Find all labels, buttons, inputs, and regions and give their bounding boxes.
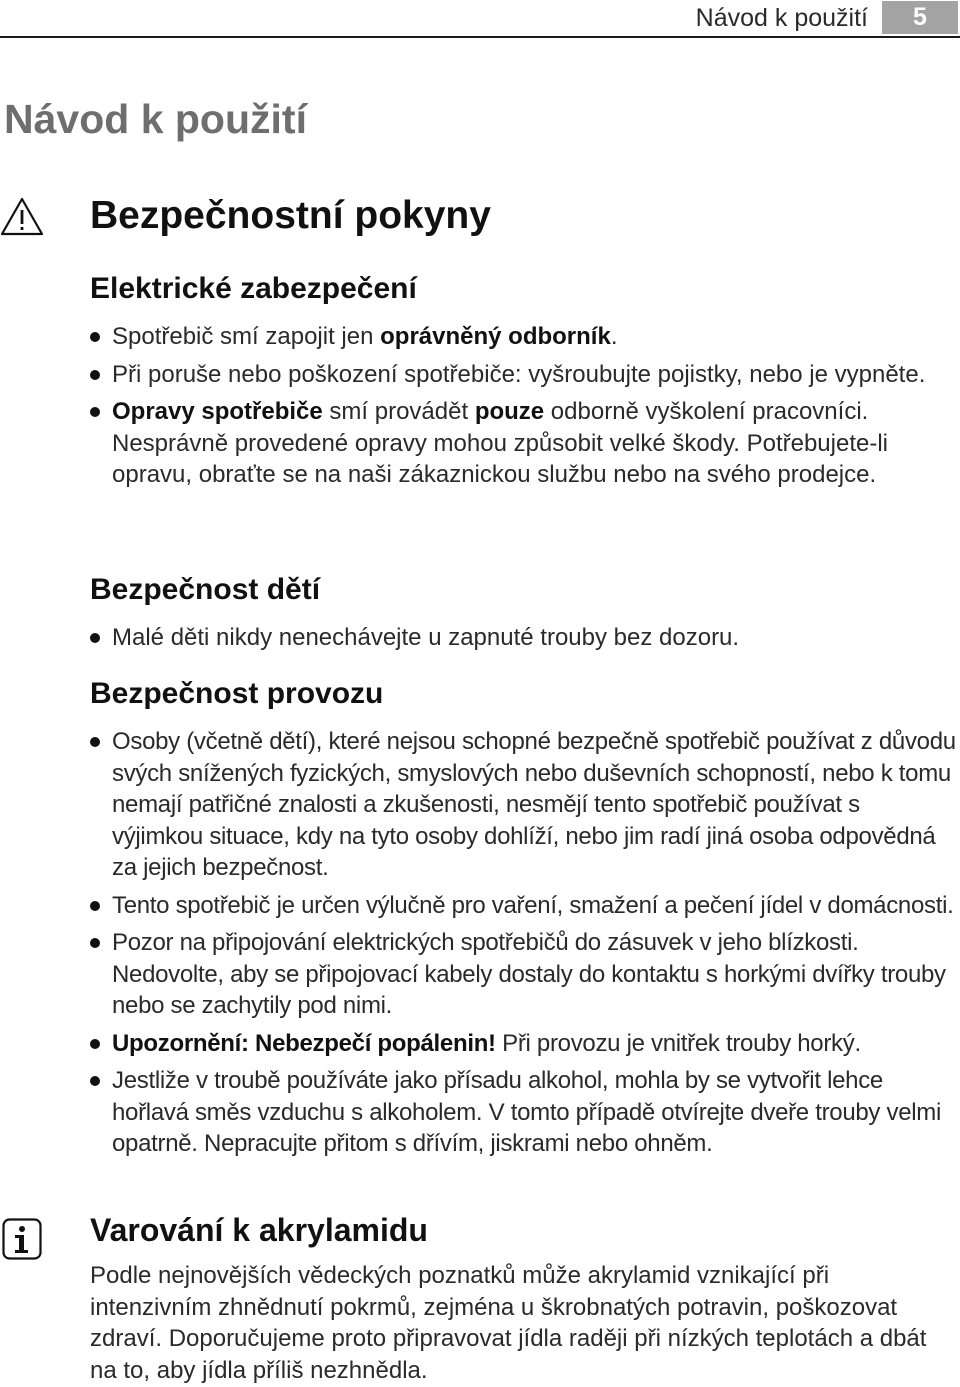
list-item: Opravy spotřebiče smí provádět pouze odborně vyškolení pracovníci. Nesprávně provedené opravy mohou způsobit velké škody. Potřebujete-li opravu, obraťte se na naši zákaznickou službu nebo na svého prodejce. xyxy=(90,396,956,491)
list-item: Pozor na připojování elektrických spotřebičů do zásuvek v jeho blízkosti. Nedovolte, aby se připojovací kabely dostaly do kontaktu s horkými dvířky trouby nebo se zachytily pod nimi. xyxy=(90,927,956,1022)
electrical-list xyxy=(90,321,956,497)
children-list xyxy=(90,622,956,660)
children-heading: Bezpečnost dětí xyxy=(90,573,321,606)
safety-heading: Bezpečnostní pokyny xyxy=(90,194,491,237)
list-item: Tento spotřebič je určen výlučně pro vaření, smažení a pečení jídel v domácnosti. xyxy=(90,890,956,922)
running-header xyxy=(0,0,960,38)
info-icon xyxy=(2,1218,42,1260)
operation-heading: Bezpečnost provozu xyxy=(90,677,384,710)
list-item: Malé děti nikdy nenechávejte u zapnuté trouby bez dozoru. xyxy=(90,622,956,654)
acrylamide-heading: Varování k akrylamidu xyxy=(90,1212,428,1248)
warning-triangle-icon xyxy=(0,196,44,236)
list-item: Osoby (včetně dětí), které nejsou schopné bezpečně spotřebič používat z důvodu svých snížených fyzických, smyslových nebo duševních schopností, nebo k tomu nemají patřičné znalosti a zkušenosti, nesmějí tento spotřebič používat s výjimkou situace, kdy na tyto osoby dohlíží, nebo jim radí jiná osoba odpovědná za jejich bezpečnost. xyxy=(90,726,956,884)
list-item: Jestliže v troubě používáte jako přísadu alkohol, mohla by se vytvořit lehce hořlavá směs vzduchu s alkoholem. V tomto případě otvírejte dveře trouby velmi opatrně. Nepracujte přitom s dřívím, jiskrami nebo ohněm. xyxy=(90,1065,956,1160)
electrical-heading: Elektrické zabezpečení xyxy=(90,272,417,305)
acrylamide-text: Podle nejnovějších vědeckých poznatků může akrylamid vznikající při intenzivním zhnědnutí pokrmů, zejména u škrobnatých potravin, poškozovat zdraví. Doporučujeme proto připravovat jídla raději při nízkých teplotách a dbát na to, aby jídla příliš nezhnědla. xyxy=(90,1262,927,1384)
operation-list xyxy=(90,726,956,1166)
list-item: Spotřebič smí zapojit jen oprávněný odborník. xyxy=(90,321,956,353)
header-title: Návod k použití xyxy=(695,4,868,32)
list-item: Upozornění: Nebezpečí popálenin! Při provozu je vnitřek trouby horký. xyxy=(90,1028,956,1060)
page-title: Návod k použití xyxy=(4,96,307,142)
list-item: Při poruše nebo poškození spotřebiče: vyšroubujte pojistky, nebo je vypněte. xyxy=(90,359,956,391)
page-number: 5 xyxy=(882,1,958,34)
